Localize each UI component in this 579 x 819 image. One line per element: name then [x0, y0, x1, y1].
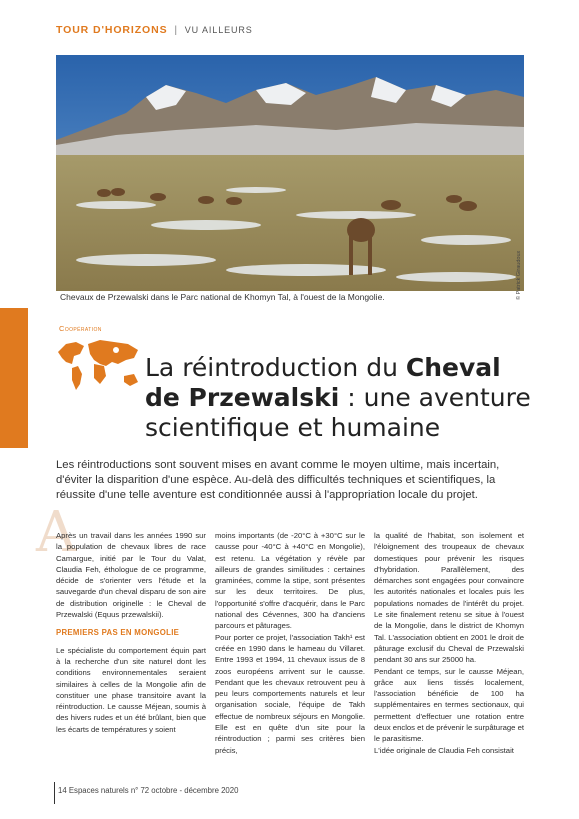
body-column-3 [374, 530, 524, 756]
title-part2: : une aventure [339, 382, 531, 412]
landscape-photo [56, 55, 524, 291]
col1-paragraph-1: Après un travail dans les années 1990 sur la population de chevaux libres de race Camargue, initié par le Tour du Valat, Claudia Feh, éthologue de ce programme, décide de s'orienter vers l'étude et la sauvegarde d'un cheval disparu de son aire de distribution originelle : le Cheval de Przewalski (Equus przewalskii). [56, 531, 206, 620]
drop-cap: A [36, 500, 77, 565]
subsection-name: VU AILLEURS [184, 25, 253, 35]
footer-rule [54, 782, 55, 804]
article-title [145, 353, 545, 443]
photo-credit: © Patrick Giraudoux [516, 250, 522, 300]
photo-caption: Chevaux de Przewalski dans le Parc national de Khomyn Tal, à l'ouest de la Mongolie. [60, 292, 385, 302]
section-header [56, 24, 253, 36]
col3-paragraph-2: Pendant ce temps, sur le causse Méjean, grâce aux liens tissés localement, l'association bénéficie de 100 ha supplémentaires en termes sectionaux, qui permettent d'effectuer une rotation entre deux enclos et de prévenir le surpâturage et le parasitisme. [374, 666, 525, 744]
header-separator: | [174, 24, 178, 36]
article-lede: Les réintroductions sont souvent mises en avant comme le moyen ultime, mais incertain, d'éviter la disparition d'une espèce. Au-delà des difficultés techniques et scientifiques, la réussite d'une telle aventure est conditionnée aussi à l'appropriation locale du projet. [56, 459, 500, 501]
title-bold2: de Przewalski [145, 382, 340, 412]
section-name: TOUR D'HORIZONS [56, 24, 168, 36]
title-part1: La réintroduction du [145, 352, 406, 382]
body-column-2 [215, 530, 365, 756]
page-number: 14 [58, 786, 67, 795]
article-kicker: Coopération [59, 324, 102, 333]
col3-paragraph-1: la qualité de l'habitat, son isolement et l'éloignement des troupeaux de chevaux domestiques pour prévenir les risques d'hybridation. Parallèlement, des démarches sont engagées pour convaincre les autorités nationales et locales puis les populations nomades de l'intérêt du projet. Le site finalement retenu se situe à l'ouest de la Mongolie, dans le district de Khomyn Tal. L'association obtient en 2001 le droit de pâturage exclusif du Cheval de Przewalski pendant 30 ans sur 25000 ha. [374, 531, 524, 665]
col3-paragraph-3: L'idée originale de Claudia Feh consistait [374, 745, 514, 755]
title-bold1: Cheval [405, 352, 501, 382]
col2-paragraph-2: Pour porter ce projet, l'association Takh¹ est créée en 1990 dans le hameau du Villaret. Entre 1993 et 1994, 11 chevaux issus de 8 zoos européens arrivent sur le causse. Pendant que les chevaux retrouvent peu à peu leurs comportements naturels et leur organisation sociale, l'équipe de Takh effectue de nombreux séjours en Mongolie. Elle est en quête d'un site pour la réintroduction ; parmi ses critères bien précis, [215, 632, 365, 755]
subheading: PREMIERS PAS EN MONGOLIE [56, 628, 180, 638]
page-footer [58, 786, 238, 795]
body-column-1 [56, 530, 206, 735]
world-map-icon [54, 334, 142, 396]
title-line3: scientifique et humaine [145, 412, 441, 442]
col2-paragraph-1: moins importants (de -20°C à +30°C sur le causse pour -40°C à +40°C en Mongolie), est retenu. La végétation y révèle par ailleurs de grandes similitudes : certaines graminées, comme la stipe, sont présentes sur les deux territoires. De plus, l'opportunité s'offre d'acquérir, dans le Parc national des Cévennes, 300 ha d'anciens parcours et pâturages. [215, 531, 365, 631]
col1-paragraph-2: Le spécialiste du comportement équin part à la recherche d'un site naturel dont les conditions environnementales seraient similaires à celles de la Mongolie afin de constituer une phase transitoire avant la réintroduction. Le causse Méjean, soumis à des hivers rudes et un été brûlant, bien que les écarts de températures y soient [56, 645, 206, 734]
footer-text: Espaces naturels n° 72 octobre - décembre 2020 [68, 786, 239, 795]
accent-sidebar-bar [0, 308, 28, 448]
